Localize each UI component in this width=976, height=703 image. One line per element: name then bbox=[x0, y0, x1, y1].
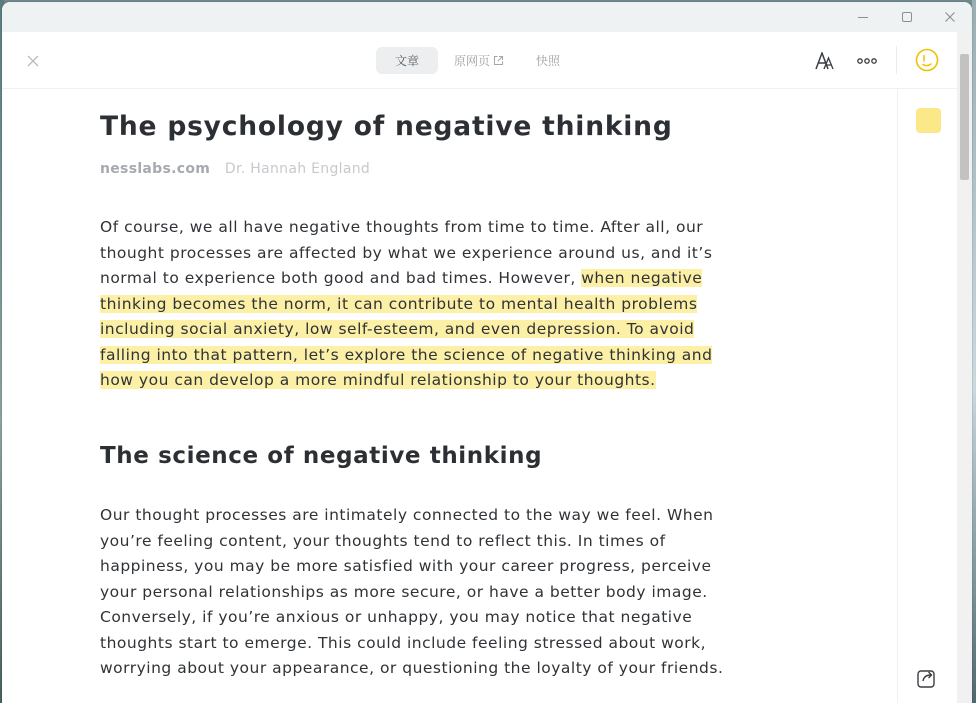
reader-toolbar bbox=[2, 32, 972, 89]
highlight-note-marker[interactable] bbox=[916, 108, 941, 133]
more-icon bbox=[857, 58, 877, 64]
highlighted-text[interactable]: when negative bbox=[581, 269, 703, 287]
close-window-button[interactable] bbox=[928, 2, 972, 32]
author-name: Dr. Hannah England bbox=[224, 161, 371, 177]
paragraph-line bbox=[100, 292, 860, 318]
maximize-button[interactable] bbox=[885, 2, 929, 32]
intro-paragraph bbox=[100, 215, 860, 394]
avatar[interactable] bbox=[915, 48, 939, 72]
paragraph-line: your personal relationships as more secure, or have a better body image. bbox=[100, 582, 708, 601]
paragraph-line bbox=[100, 266, 860, 292]
scrollbar-thumb[interactable] bbox=[960, 54, 969, 180]
tab-article[interactable] bbox=[376, 47, 438, 74]
font-settings-button[interactable] bbox=[814, 50, 836, 72]
vertical-scrollbar[interactable] bbox=[957, 32, 972, 703]
title-bar bbox=[2, 2, 972, 32]
article-content bbox=[100, 89, 860, 703]
font-size-icon bbox=[815, 52, 835, 70]
line-text: Of course, we all have negative thoughts from time to time. After all, our bbox=[100, 218, 704, 236]
paragraph-line bbox=[100, 317, 860, 343]
paragraph-line: Our thought processes are intimately connected to the way we feel. When bbox=[100, 506, 714, 524]
paragraph-line bbox=[100, 241, 860, 267]
highlighted-text[interactable]: how you can develop a more mindful relationship to your thoughts. bbox=[100, 371, 656, 389]
view-tabs bbox=[376, 47, 576, 74]
close-icon bbox=[26, 54, 40, 68]
line-text: thought processes are affected by what we experience around us, and it’s bbox=[100, 243, 713, 262]
more-options-button[interactable] bbox=[855, 50, 879, 72]
avatar-icon bbox=[915, 48, 939, 72]
article-title: The psychology of negative thinking bbox=[100, 111, 673, 142]
reader-window bbox=[2, 2, 972, 703]
highlighted-text[interactable]: falling into that pattern, let’s explore the science of negative thinking and bbox=[100, 345, 713, 364]
close-reader-button[interactable] bbox=[22, 50, 44, 72]
line-text: normal to experience both good and bad times. However, bbox=[100, 269, 582, 287]
share-button[interactable] bbox=[915, 666, 939, 690]
paragraph-line bbox=[100, 215, 860, 241]
toolbar-divider bbox=[896, 46, 897, 74]
external-link-icon bbox=[493, 55, 504, 66]
tab-article-label: 文章 bbox=[395, 54, 420, 68]
tab-snapshot-label: 快照 bbox=[536, 54, 561, 68]
paragraph-line: happiness, you may be more satisfied with your career progress, perceive bbox=[100, 557, 712, 575]
minimize-icon bbox=[857, 11, 869, 23]
tab-original-page[interactable] bbox=[438, 47, 520, 74]
notes-side-panel bbox=[897, 89, 958, 703]
maximize-icon bbox=[901, 11, 913, 23]
paragraph-line: you’re feeling content, your thoughts tend to reflect this. In times of bbox=[100, 531, 666, 550]
desktop-background-right bbox=[972, 0, 976, 703]
source-site[interactable]: nesslabs.com bbox=[100, 161, 211, 177]
tab-original-page-label: 原网页 bbox=[454, 54, 491, 68]
paragraph-line bbox=[100, 343, 860, 369]
close-icon bbox=[944, 11, 956, 23]
paragraph-line bbox=[100, 368, 860, 394]
section-heading: The science of negative thinking bbox=[100, 443, 543, 469]
share-icon bbox=[916, 667, 938, 689]
section-paragraph bbox=[100, 503, 860, 682]
minimize-button[interactable] bbox=[841, 2, 885, 32]
paragraph-line: thoughts start to emerge. This could include feeling stressed about work, bbox=[100, 633, 707, 652]
paragraph-line: Conversely, if you’re anxious or unhappy, you may notice that negative bbox=[100, 608, 693, 626]
highlighted-text[interactable]: thinking becomes the norm, it can contribute to mental health problems bbox=[100, 294, 698, 313]
highlighted-text[interactable]: including social anxiety, low self-esteem, and even depression. To avoid bbox=[100, 320, 695, 338]
article-meta bbox=[100, 161, 370, 177]
paragraph-line: worrying about your appearance, or questioning the loyalty of your friends. bbox=[100, 659, 724, 677]
tab-snapshot[interactable] bbox=[520, 47, 576, 74]
